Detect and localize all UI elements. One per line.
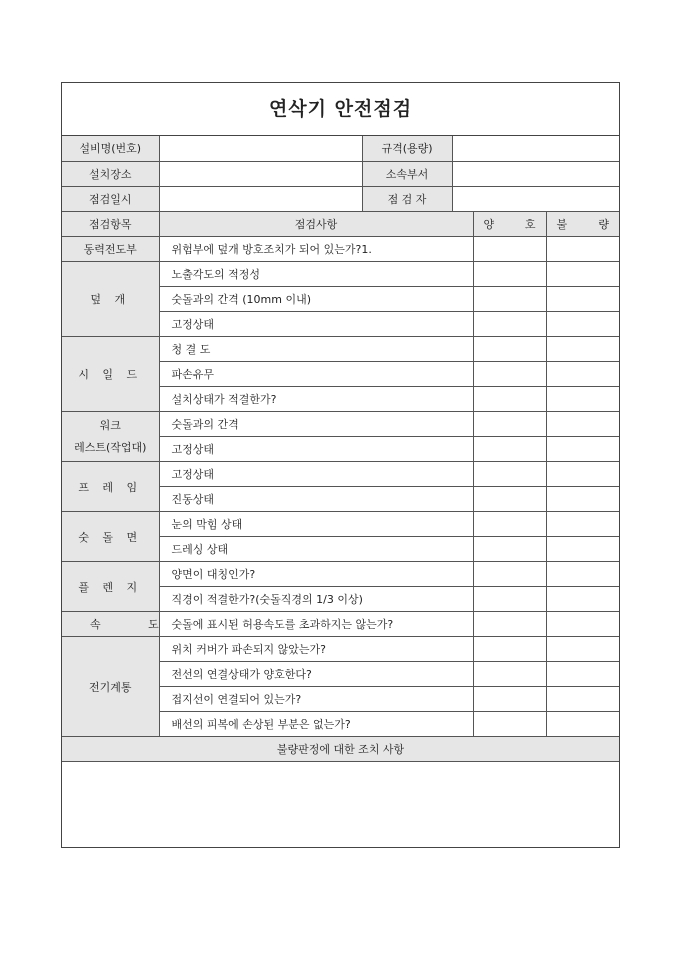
checklist-table	[62, 212, 619, 847]
dept-label: 소속부서	[362, 161, 452, 186]
location-field[interactable]	[159, 161, 362, 186]
category-cover: 덮 개	[62, 262, 159, 337]
table-row	[62, 462, 619, 487]
category-header: 점검항목	[62, 212, 159, 237]
checklist-header-row	[62, 212, 619, 237]
bad-checkbox[interactable]	[546, 512, 619, 537]
page-title: 연삭기 안전점검	[62, 83, 619, 136]
good-checkbox[interactable]	[473, 437, 546, 462]
bad-checkbox[interactable]	[546, 637, 619, 662]
check-item: 양면이 대칭인가?	[159, 562, 473, 587]
check-item: 위치 커버가 파손되지 않았는가?	[159, 637, 473, 662]
table-row	[62, 562, 619, 587]
location-label: 설치장소	[62, 161, 159, 186]
table-row	[62, 512, 619, 537]
category-speed: 속 도	[62, 612, 159, 637]
good-checkbox[interactable]	[473, 587, 546, 612]
good-checkbox[interactable]	[473, 487, 546, 512]
bad-checkbox[interactable]	[546, 562, 619, 587]
category-work-rest-line2: 레스트(작업대)	[74, 440, 147, 454]
bad-checkbox[interactable]	[546, 462, 619, 487]
category-flange: 플 렌 지	[62, 562, 159, 612]
table-row	[62, 637, 619, 662]
check-item: 노출각도의 적정성	[159, 262, 473, 287]
table-row	[62, 237, 619, 262]
date-field[interactable]	[159, 186, 362, 211]
bad-checkbox[interactable]	[546, 487, 619, 512]
bad-checkbox[interactable]	[546, 587, 619, 612]
category-work-rest	[62, 412, 159, 462]
good-checkbox[interactable]	[473, 387, 546, 412]
good-checkbox[interactable]	[473, 712, 546, 737]
check-item: 고정상태	[159, 462, 473, 487]
equipment-field[interactable]	[159, 136, 362, 161]
good-header	[473, 212, 546, 237]
bad-header	[546, 212, 619, 237]
good-header-char-2: 호	[524, 217, 536, 231]
check-item: 숫돌과의 간격 (10mm 이내)	[159, 287, 473, 312]
good-checkbox[interactable]	[473, 337, 546, 362]
good-checkbox[interactable]	[473, 562, 546, 587]
equipment-label: 설비명(번호)	[62, 136, 159, 161]
bad-checkbox[interactable]	[546, 412, 619, 437]
bad-checkbox[interactable]	[546, 712, 619, 737]
bad-checkbox[interactable]	[546, 287, 619, 312]
inspector-label: 점 검 자	[362, 186, 452, 211]
bad-checkbox[interactable]	[546, 312, 619, 337]
bad-checkbox[interactable]	[546, 687, 619, 712]
inspector-field[interactable]	[452, 186, 619, 211]
check-item: 직경이 적결한가?(숫돌직경의 1/3 이상)	[159, 587, 473, 612]
good-checkbox[interactable]	[473, 262, 546, 287]
item-header: 점검사항	[159, 212, 473, 237]
category-work-rest-line1: 워크	[99, 418, 121, 432]
check-item: 숫돌과의 간격	[159, 412, 473, 437]
bad-checkbox[interactable]	[546, 337, 619, 362]
action-notes-field[interactable]	[62, 762, 619, 847]
category-power-transmission: 동력전도부	[62, 237, 159, 262]
check-item: 파손유무	[159, 362, 473, 387]
good-checkbox[interactable]	[473, 287, 546, 312]
check-item: 눈의 막힘 상태	[159, 512, 473, 537]
dept-field[interactable]	[452, 161, 619, 186]
good-checkbox[interactable]	[473, 412, 546, 437]
category-shield: 시 일 드	[62, 337, 159, 412]
table-row	[62, 262, 619, 287]
check-item: 배선의 피복에 손상된 부분은 없는가?	[159, 712, 473, 737]
info-table	[62, 136, 619, 212]
bad-checkbox[interactable]	[546, 612, 619, 637]
category-frame: 프 레 임	[62, 462, 159, 512]
good-checkbox[interactable]	[473, 687, 546, 712]
table-row	[62, 612, 619, 637]
check-item: 고정상태	[159, 312, 473, 337]
check-item: 숫돌에 표시된 허용속도를 초과하지는 않는가?	[159, 612, 473, 637]
action-label: 불량판정에 대한 조치 사항	[62, 737, 619, 762]
bad-checkbox[interactable]	[546, 237, 619, 262]
date-label: 점검일시	[62, 186, 159, 211]
bad-checkbox[interactable]	[546, 537, 619, 562]
check-item: 전선의 연결상태가 양호한다?	[159, 662, 473, 687]
good-checkbox[interactable]	[473, 462, 546, 487]
bad-header-char-2: 량	[598, 217, 609, 231]
good-checkbox[interactable]	[473, 237, 546, 262]
good-checkbox[interactable]	[473, 537, 546, 562]
inspection-sheet	[61, 82, 620, 848]
check-item: 진동상태	[159, 487, 473, 512]
check-item: 고정상태	[159, 437, 473, 462]
good-checkbox[interactable]	[473, 512, 546, 537]
spec-label: 규격(용량)	[362, 136, 452, 161]
bad-checkbox[interactable]	[546, 662, 619, 687]
check-item: 설치상태가 적결한가?	[159, 387, 473, 412]
bad-header-char-1: 불	[556, 217, 568, 231]
table-row	[62, 412, 619, 437]
bad-checkbox[interactable]	[546, 437, 619, 462]
good-header-char-1: 양	[483, 217, 495, 231]
good-checkbox[interactable]	[473, 312, 546, 337]
good-checkbox[interactable]	[473, 637, 546, 662]
bad-checkbox[interactable]	[546, 262, 619, 287]
good-checkbox[interactable]	[473, 362, 546, 387]
check-item: 드레싱 상태	[159, 537, 473, 562]
category-electrical: 전기계통	[62, 637, 159, 737]
category-wheel-surface: 숫 돌 면	[62, 512, 159, 562]
bad-checkbox[interactable]	[546, 362, 619, 387]
check-item: 청 결 도	[159, 337, 473, 362]
good-checkbox[interactable]	[473, 662, 546, 687]
table-row	[62, 337, 619, 362]
check-item: 위험부에 덮개 방호조치가 되어 있는가?1.	[159, 237, 473, 262]
bad-checkbox[interactable]	[546, 387, 619, 412]
spec-field[interactable]	[452, 136, 619, 161]
check-item: 접지선이 연결되어 있는가?	[159, 687, 473, 712]
good-checkbox[interactable]	[473, 612, 546, 637]
